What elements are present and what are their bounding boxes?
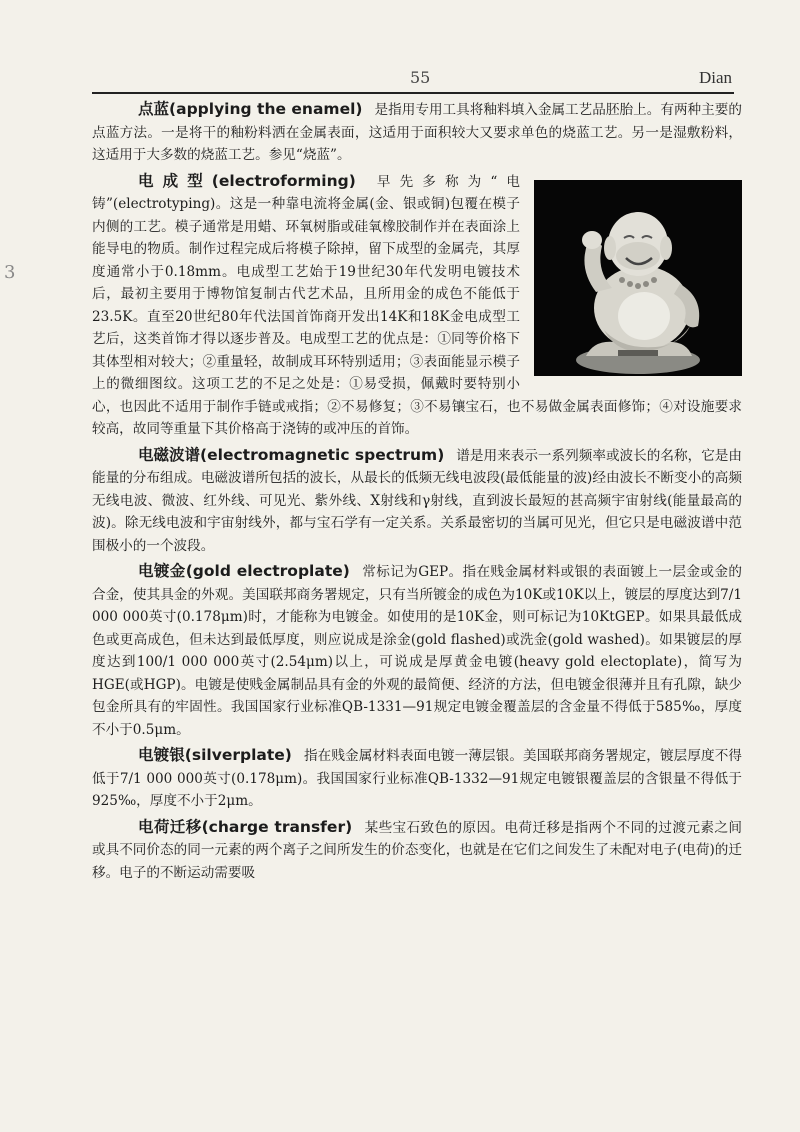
- buddha-figurine-illustration: [534, 180, 742, 376]
- entry-headword: 电镀银(silverplate): [138, 746, 292, 764]
- entry-text: 某些宝石致色的原因。电荷迁移是指两个不同的过渡元素之间或具不同价态的同一元素的两个离子之间所发生的价态变化，也就是在它们之间发生了未配对电子(电荷)的迁移。电子的不断运动需要吸: [92, 819, 742, 881]
- entry-headword: 电磁波谱(electromagnetic spectrum): [138, 445, 445, 464]
- entry-text: 是指用专用工具将釉料填入金属工艺品胚胎上。有两种主要的点蓝方法。一是将干的釉粉料洒在金属表面，这适用于面积较大又要求单色的烧蓝工艺。另一是湿敷粉料，这适用于大多数的烧蓝工艺。参见“烧蓝”。: [92, 102, 742, 163]
- entry-text: 指在贱金属材料表面电镀一薄层银。美国联邦商务署规定，镀层厚度不得低于7/1 000 000英寸(0.178μm)。我国国家行业标准QB-1332—91规定电镀银覆盖层的含银量不得低于925‰，厚度不小于2μm。: [92, 748, 743, 809]
- page-header: [92, 68, 732, 92]
- header-rule: [92, 92, 734, 94]
- entry-gold-electroplate: [92, 560, 742, 741]
- entries-body: [92, 98, 742, 887]
- entry-headword: 电镀金(gold electroplate): [138, 562, 350, 580]
- entry-silverplate: [92, 744, 742, 813]
- entry-electromagnetic-spectrum: [92, 444, 742, 558]
- entry-headword: 点蓝(applying the enamel): [138, 100, 363, 118]
- buddha-figurine-image: [534, 180, 742, 376]
- entry-text: 早先多称为“电铸”(electrotyping)。这是一种靠电流将金属(金、银或铜)包覆在模子内侧的工艺。模子通常是用蜡、环氧树脂或硅氧橡胶制作并在表面涂上能导电的物质。制作过程完成后将模子除掉，留下成型的金属壳，其厚度通常小于0.18mm。电成型工艺始于19世纪30年代发明电镀技术后，最初主要用于博物馆复制古代艺术品，且所用金的成色不能低于23.5K。直至20世纪80年代法国首饰商开发出14K和18K金电成型工艺后，这类首饰才得以逐步普及。电成型工艺的优点是：①同等价格下其体型相对较大；②重量轻，故制成耳环特别适用；③表面能显示模子上的微细图纹。这项工艺的不足之处是：①易受损，佩戴时要特别小心，也因此不适用于制作手链或戒指；②不易修复；③不易镶宝石，也不易做金属表面修饰；④对设施要求较高，故同等重量下其价格高于浇铸的或冲压的首饰。: [92, 173, 742, 437]
- entry-text: 谱是用来表示一系列频率或波长的名称，它是由能量的分布组成。电磁波谱所包括的波长，从最长的低频无线电波段(最低能量的波)经由波长不断变小的高频无线电波、微波、红外线、可见光、紫外线、X射线和γ射线，直到波长最短的甚高频宇宙射线(能量最高的波)。除无线电波和宇宙射线外，都与宝石学有一定关系。关系最密切的当属可见光，但它只是电磁波谱中范围极小的一个波段。: [92, 447, 743, 554]
- entry-text: 常标记为GEP。指在贱金属材料或银的表面镀上一层金或金的合金，使其具金的外观。美国联邦商务署规定，只有当所镀金的成色为10K或10K以上，镀层的厚度达到7/1 000 000英寸(0.178μm)时，才能称为电镀金。如使用的是10K金，则可标记为10KtGEP。如果具最低成色或更高成色，但未达到最低厚度，则应说成是涂金(gold flashed)或洗金(gold washed)。如果镀层的厚度达到100/1 000 000英寸(2.54μm)以上，可说成是厚黄金电镀(heavy gold electoplate)，简写为HGE(或HGP)。电镀是使贱金属制品具有金的外观的最简便、经济的方法，但电镀金很薄并且有孔隙，缺少包金所具有的牢固性。我国国家行业标准QB-1331—91规定电镀金覆盖层的含金量不得低于585‰，厚度不小于0.5μm。: [92, 564, 743, 738]
- entry-headword: 电荷迁移(charge transfer): [138, 817, 353, 836]
- page-number: 55: [410, 68, 431, 87]
- running-head: Dian: [698, 68, 732, 87]
- entry-charge-transfer: [92, 816, 742, 885]
- entry-headword: 电成型(electroforming): [138, 171, 356, 190]
- margin-mark: 3: [4, 262, 16, 283]
- entry-applying-enamel: [92, 98, 742, 167]
